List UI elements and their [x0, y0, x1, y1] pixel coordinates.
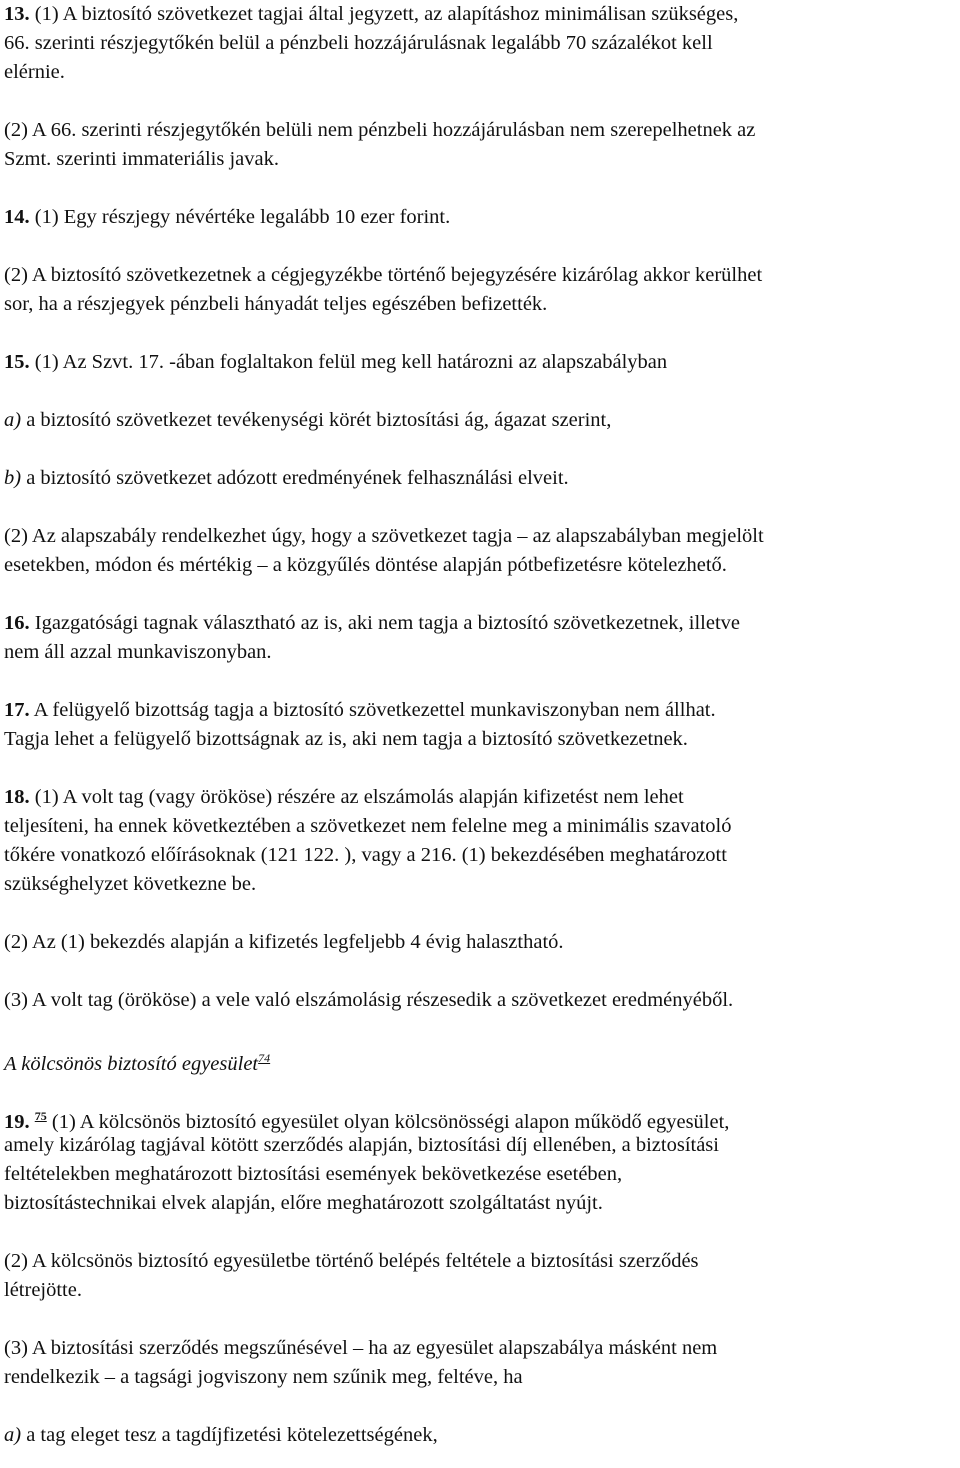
spacer — [4, 1073, 956, 1102]
section-14-para-1-line-1: 14. (1) Egy részjegy névértéke legalább 10 ezer forint. — [4, 206, 451, 228]
section-number: 16. — [4, 612, 30, 634]
section-17-line-2: Tagja lehet a felügyelő bizottságnak az is, aki nem tagja a biztosító szövetkezetnek. — [4, 728, 688, 750]
section-15-point-b: b) a biztosító szövetkezet adózott eredményének felhasználási elveit. — [4, 467, 569, 489]
section-13-para-1-line-2: 66. szerinti részjegytőkén belül a pénzbeli hozzájárulásnak legalább 70 százalékot kell — [4, 32, 713, 54]
section-19-para-2-line-1: (2) A kölcsönös biztosító egyesületbe történő belépés feltétele a biztosítási szerződés — [4, 1250, 699, 1272]
spacer — [4, 87, 956, 116]
section-number: 19. — [4, 1111, 30, 1133]
spacer — [4, 957, 956, 986]
spacer — [4, 1392, 956, 1421]
section-number: 17. — [4, 699, 30, 721]
spacer — [4, 1305, 956, 1334]
section-number: 13. — [4, 3, 30, 25]
section-14-para-2-line-1: (2) A biztosító szövetkezetnek a cégjegyzékbe történő bejegyzésére kizárólag akkor kerülhet — [4, 264, 763, 286]
section-19-para-1-line-2: amely kizárólag tagjával kötött szerződés alapján, biztosítási díj ellenében, a biztosítási — [4, 1134, 719, 1156]
footnote-link-75[interactable]: 75 — [34, 1109, 47, 1123]
section-18-para-1-line-2: teljesíteni, ha ennek következtében a szövetkezet nem felelne meg a minimális szavatoló — [4, 815, 732, 837]
section-16-line-2: nem áll azzal munkaviszonyban. — [4, 641, 272, 663]
section-15-para-2-line-1: (2) Az alapszabály rendelkezhet úgy, hogy a szövetkezet tagja – az alapszabályban megjelölt — [4, 525, 764, 547]
section-18-para-1-line-4: szükséghelyzet következne be. — [4, 873, 257, 895]
spacer — [4, 435, 956, 464]
spacer — [4, 319, 956, 348]
section-13-para-2-line-2: Szmt. szerinti immateriális javak. — [4, 148, 279, 170]
section-number: 14. — [4, 206, 30, 228]
section-19-para-1-line-1: 19. $^{75}$ (1) A kölcsönös biztosító egyesület olyan kölcsönösségi alapon működő egyesület, — [4, 1109, 730, 1133]
section-19-para-3-line-2: rendelkezik – a tagsági jogviszony nem szűnik meg, feltéve, ha — [4, 1366, 523, 1388]
section-15-point-a: a) a biztosító szövetkezet tevékenységi körét biztosítási ág, ágazat szerint, — [4, 409, 612, 431]
section-18-para-1-line-3: tőkére vonatkozó előírásoknak (121 122. ), vagy a 216. (1) bekezdésében meghatározott — [4, 844, 727, 866]
spacer — [4, 174, 956, 203]
spacer — [4, 1015, 956, 1044]
spacer — [4, 493, 956, 522]
section-19-para-3-line-1: (3) A biztosítási szerződés megszűnésével – ha az egyesület alapszabálya másként nem — [4, 1337, 718, 1359]
section-13-para-2-line-1: (2) A 66. szerinti részjegytőkén belüli nem pénzbeli hozzájárulásban nem szerepelhetnek az — [4, 119, 756, 141]
section-18-para-1-line-1: 18. (1) A volt tag (vagy örököse) részére az elszámolás alapján kifizetést nem lehet — [4, 786, 684, 808]
section-19-para-2-line-2: létrejötte. — [4, 1279, 82, 1301]
spacer — [4, 667, 956, 696]
point-letter: a) — [4, 1424, 22, 1446]
section-18-para-3-line-1: (3) A volt tag (örököse) a vele való elszámolásig részesedik a szövetkezet eredményéből. — [4, 989, 734, 1011]
section-number: 18. — [4, 786, 30, 808]
subheading — [4, 1044, 956, 1073]
subheading-text: A kölcsönös biztosító egyesület — [4, 1053, 259, 1075]
spacer — [4, 754, 956, 783]
point-letter: b) — [4, 467, 22, 489]
section-15-para-1-line-1: 15. (1) Az Szvt. 17. -ában foglaltakon felül meg kell határozni az alapszabályban — [4, 351, 668, 373]
section-17-line-1: 17. A felügyelő bizottság tagja a biztosító szövetkezettel munkaviszonyban nem állhat. — [4, 699, 716, 721]
section-15-para-2-line-2: esetekben, módon és mértékig – a közgyűlés döntése alapján pótbefizetésre kötelezhető. — [4, 554, 727, 576]
document-page — [4, 0, 956, 1450]
spacer — [4, 232, 956, 261]
section-19-para-1-line-3: feltételekben meghatározott biztosítási események bekövetkezése esetében, — [4, 1163, 623, 1185]
section-18-para-2-line-1: (2) Az (1) bekezdés alapján a kifizetés legfeljebb 4 évig halasztható. — [4, 931, 564, 953]
section-19-para-1-line-4: biztosítástechnikai elvek alapján, előre meghatározott szolgáltatást nyújt. — [4, 1192, 603, 1214]
section-14-para-2-line-2: sor, ha a részjegyek pénzbeli hányadát teljes egészében befizették. — [4, 293, 548, 315]
point-letter: a) — [4, 409, 22, 431]
section-13-para-1-line-1: 13. (1) A biztosító szövetkezet tagjai által jegyzett, az alapításhoz minimálisan szükséges, — [4, 3, 739, 25]
footnote-link-74[interactable]: 74 — [258, 1051, 271, 1065]
spacer — [4, 580, 956, 609]
section-13-para-1-line-3: elérnie. — [4, 61, 65, 83]
spacer — [4, 899, 956, 928]
spacer — [4, 377, 956, 406]
section-16-line-1: 16. Igazgatósági tagnak választható az is, aki nem tagja a biztosító szövetkezetnek, illetve — [4, 612, 741, 634]
section-number: 15. — [4, 351, 30, 373]
spacer — [4, 1218, 956, 1247]
section-19-point-a: a) a tag eleget tesz a tagdíjfizetési kötelezettségének, — [4, 1424, 438, 1446]
